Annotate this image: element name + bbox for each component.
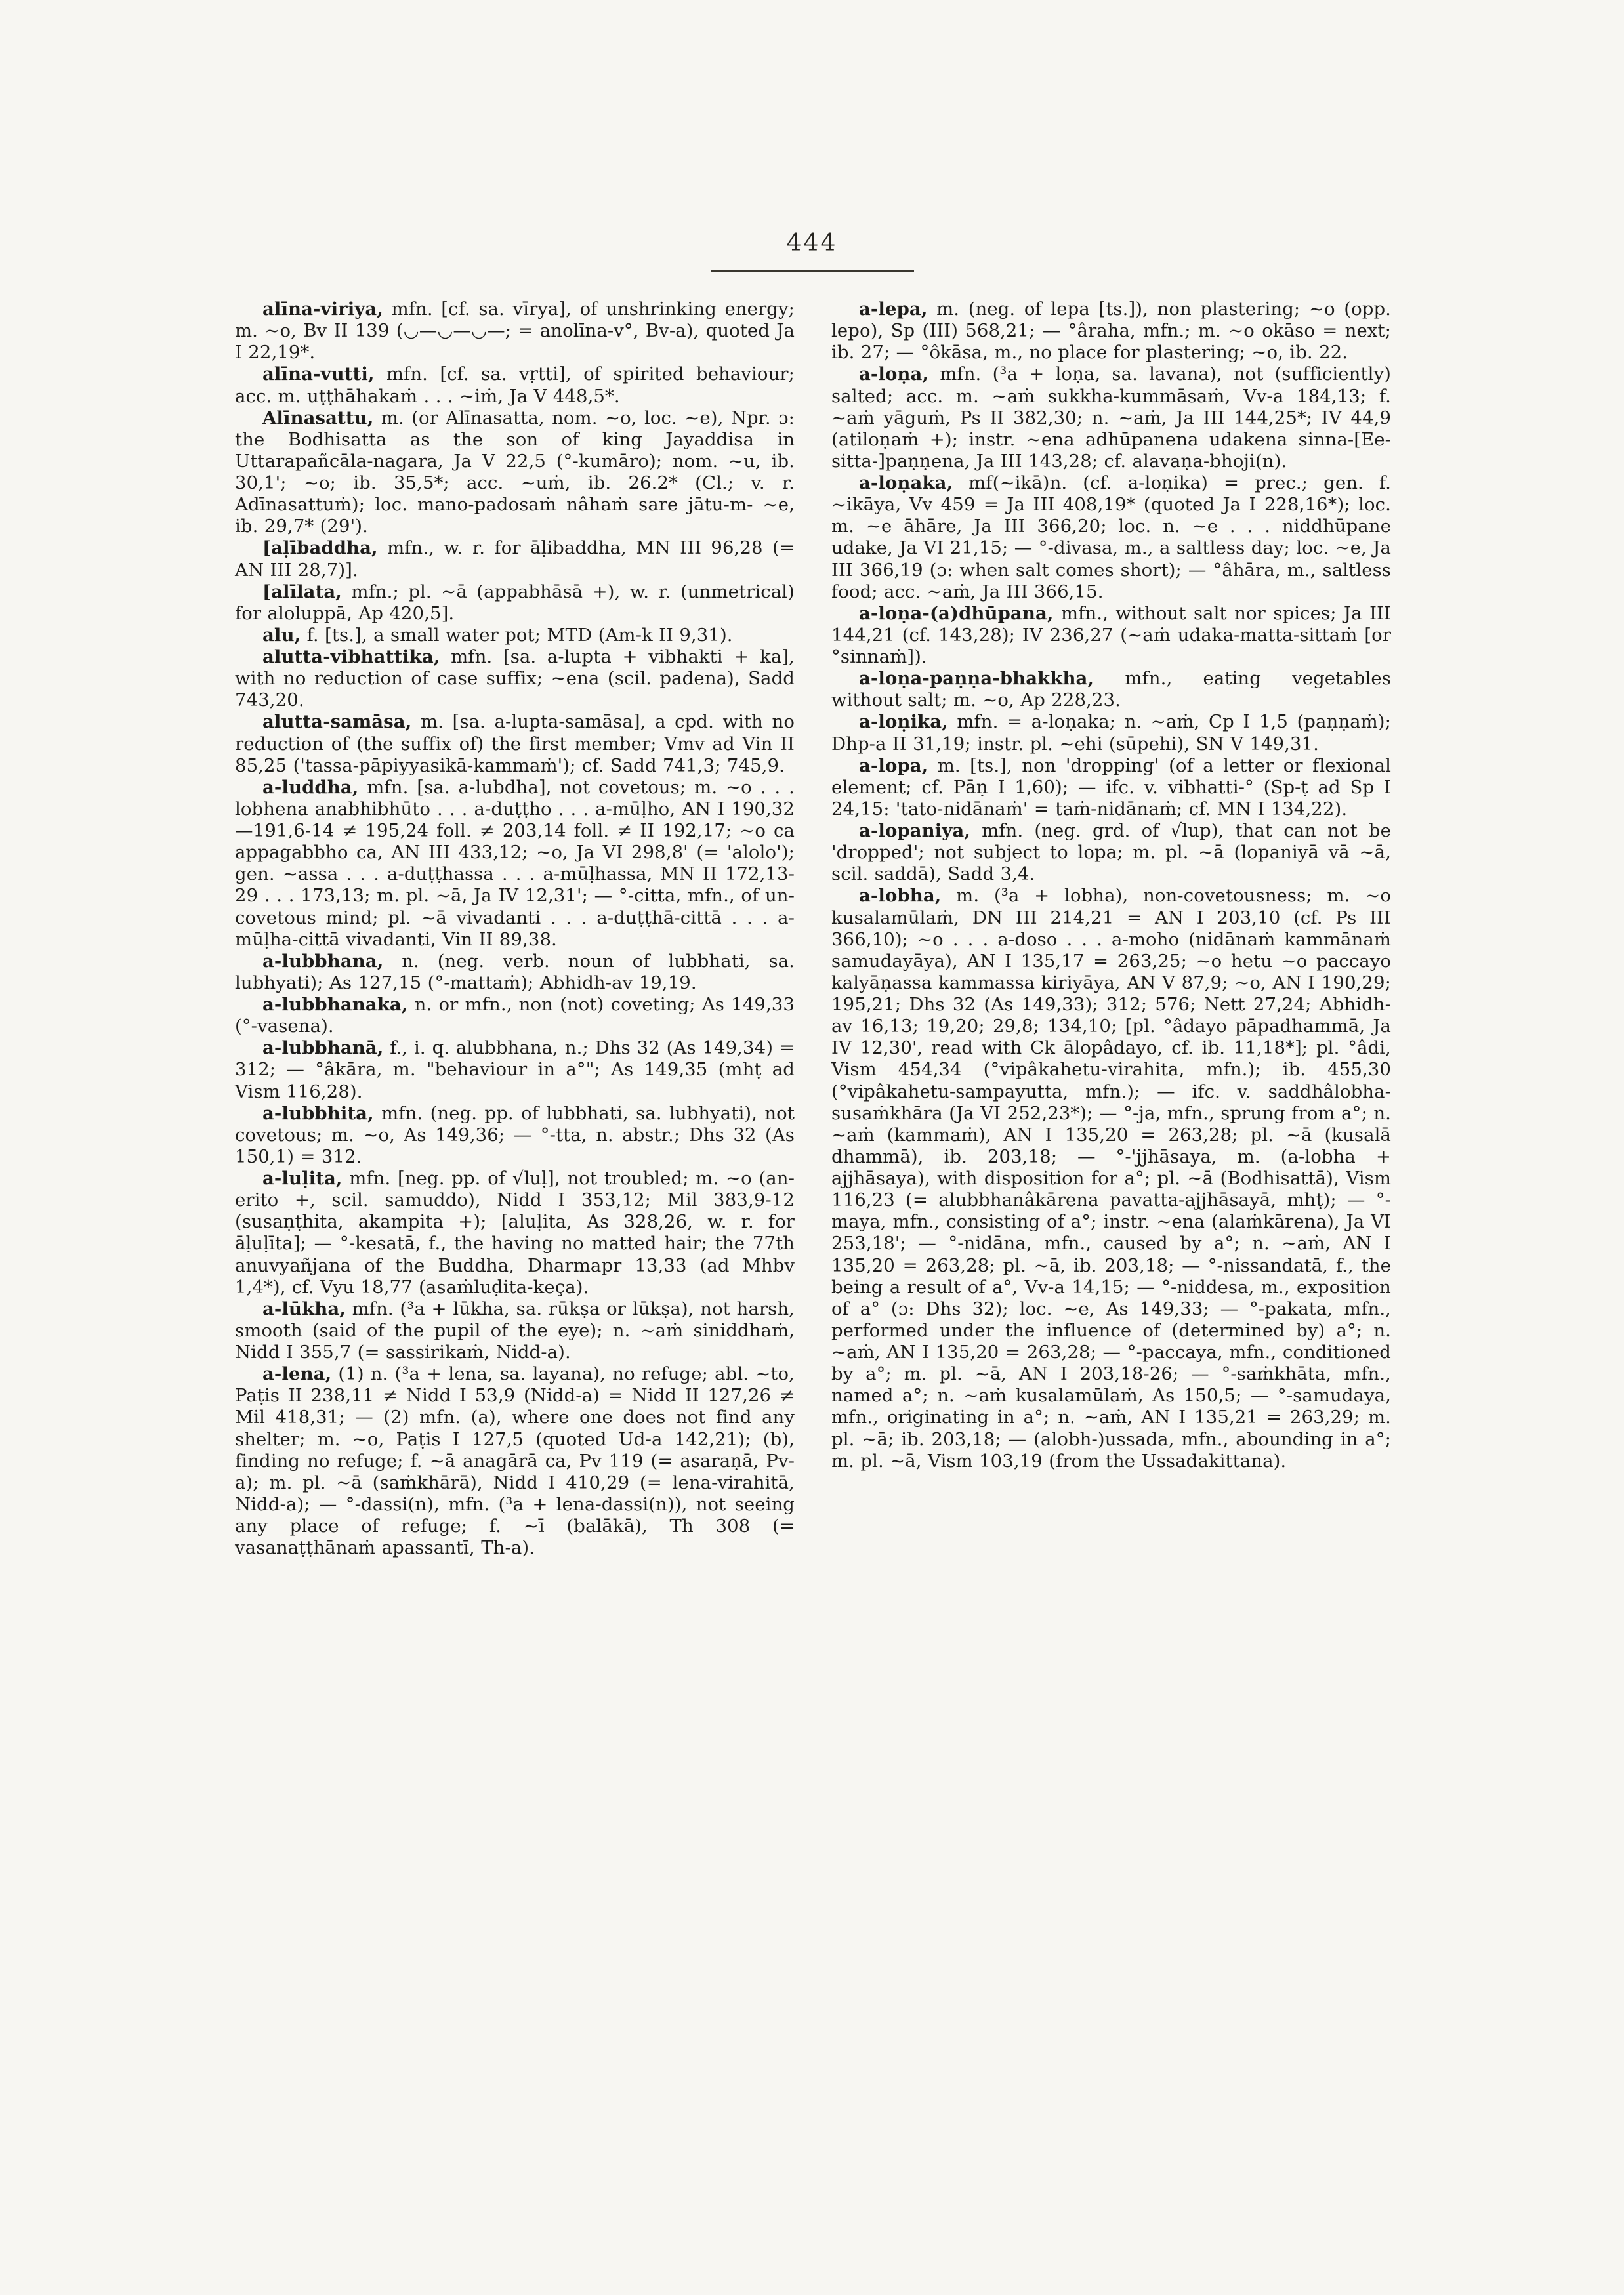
dictionary-entry: alutta-vibhattika, mfn. [sa. a-lupta + vibhakti + ka], with no reduction of case suffix; ~ena (scil. padena), Sadd 743,20. bbox=[235, 646, 795, 711]
dictionary-entry: a-lopaniya, mfn. (neg. grd. of √lup), that can not be 'dropped'; not subject to lopa; m. pl. ~ā (lopaniyā vā ~ā, scil. saddā), Sadd 3,4. bbox=[831, 820, 1391, 885]
entry-headword: a-lūkha, bbox=[262, 1298, 346, 1319]
left-column bbox=[235, 299, 795, 1559]
entry-headword: a-lopa, bbox=[859, 755, 928, 776]
entry-headword: a-loṇika, bbox=[859, 711, 948, 733]
dictionary-entry: alīna-viriya, mfn. [cf. sa. vīrya], of unshrinking energy; m. ~o, Bv II 139 (◡—◡—◡—; = anolīna-v°, Bv-a), quoted Ja I 22,19*. bbox=[235, 299, 795, 363]
right-column bbox=[831, 299, 1391, 1559]
entry-headword: a-luddha, bbox=[262, 776, 359, 798]
dictionary-entry: Alīnasattu, m. (or Alīnasatta, nom. ~o, loc. ~e), Npr. ɔ: the Bodhisatta as the son of king Jayaddisa in Uttarapañcāla-nagara, Ja V 22,5 (°-kumāro); nom. ~u, ib. 30,1'; ~o; ib. 35,5*; acc. ~uṁ, ib. 26.2* (Cl.; v. r. Adīnasattuṁ); loc. mano-padosaṁ nâhaṁ sare jātu-m- ~e, ib. 29,7* (29'). bbox=[235, 407, 795, 537]
entry-headword: [alīlata, bbox=[262, 581, 342, 602]
dictionary-entry: a-lobha, m. (³a + lobha), non-covetousness; m. ~o kusalamūlaṁ, DN III 214,21 = AN I 203,10 (cf. Ps III 366,10); ~o . . . a-doso . . . a-moho (nidānaṁ kammānaṁ samudayāya), AN I 135,17 = 263,25; ~o hetu ~o paccayo kalyāṇassa kammassa kiriyāya, AN V 87,9; ~o, AN I 190,29; 195,21; Dhs 32 (As 149,33); 312; 576; Nett 27,24; Abhidh-av 16,13; 19,20; 29,8; 134,10; [pl. °âdayo pāpadhammā, Ja IV 12,30', read with Ck ālopâdayo, cf. ib. 11,18*]; pl. °âdi, Vism 454,34 (°vipâkahetu-virahita, mfn.); ib. 455,30 (°vipâkahetu-sampayutta, mfn.); — ifc. v. saddhâlobha-susaṁkhāra (Ja VI 252,23*); — °-ja, mfn., sprung from a°; n. ~aṁ (kammaṁ), AN I 135,20 = 263,28; pl. ~ā (kusalā dhammā), ib. 203,18; — °-'jjhāsaya, m. (a-lobha + ajjhāsaya), with disposition for a°; pl. ~ā (Bodhisattā), Vism 116,23 (= alubbhanâkārena pavatta-ajjhāsayā, mhṭ); — °-maya, mfn., consisting of a°; instr. ~ena (alaṁkārena), Ja VI 253,18'; — °-nidāna, mfn., caused by a°; n. ~aṁ, AN I 135,20 = 263,28; pl. ~ā, ib. 203,18; — °-nissandatā, f., the being a result of a°, Vv-a 14,15; — °-niddesa, m., exposition of a° (ɔ: Dhs 32); loc. ~e, As 149,33; — °-pakata, mfn., performed under the influence of (determined by) a°; n. ~aṁ, AN I 135,20 = 263,28; — °-paccaya, mfn., conditioned by a°; m. pl. ~ā, AN I 203,18-26; — °-saṁkhāta, mfn., named a°; n. ~aṁ kusalamūlaṁ, As 150,5; — °-samudaya, mfn., originating in a°; n. ~aṁ, AN I 135,21 = 263,29; m. pl. ~ā; ib. 203,18; — (alobh-)ussada, mfn., abounding in a°; m. pl. ~ā, Vism 103,19 (from the Ussadakittana). bbox=[831, 885, 1391, 1472]
entry-headword: Alīnasattu, bbox=[262, 407, 374, 428]
text-columns bbox=[235, 299, 1391, 1559]
dictionary-entry: a-luddha, mfn. [sa. a-lubdha], not covetous; m. ~o . . . lobhena anabhibhūto . . . a-duṭṭho . . . a-mūḷho, AN I 190,32—191,6-14 ≠ 195,24 foll. ≠ 203,14 foll. ≠ II 192,17; ~o ca appagabbho ca, AN III 433,12; ~o, Ja VI 298,8' (= 'alolo'); gen. ~assa . . . a-duṭṭhassa . . . a-mūḷhassa, MN II 172,13-29 . . . 173,13; m. pl. ~ā, Ja IV 12,31'; — °-citta, mfn., of un-covetous mind; pl. ~ā vivadanti . . . a-duṭṭhā-cittā . . . a-mūḷha-cittā vivadanti, Vin II 89,38. bbox=[235, 776, 795, 950]
dictionary-entry: a-loṇaka, mf(~ikā)n. (cf. a-loṇika) = prec.; gen. f. ~ikāya, Vv 459 = Ja III 408,19* (quoted Ja I 228,16*); loc. m. ~e āhāre, Ja III 366,20; loc. n. ~e . . . niddhūpane udake, Ja VI 21,15; — °-divasa, m., a saltless day; loc. ~e, Ja III 366,19 (ɔ: when salt comes short); — °âhāra, m., saltless food; acc. ~aṁ, Ja III 366,15. bbox=[831, 472, 1391, 602]
dictionary-entry: a-lubbhita, mfn. (neg. pp. of lubbhati, sa. lubhyati), not covetous; m. ~o, As 149,36; — °-tta, n. abstr.; Dhs 32 (As 150,1) = 312. bbox=[235, 1102, 795, 1167]
dictionary-entry: a-lepa, m. (neg. of lepa [ts.]), non plastering; ~o (opp. lepo), Sp (III) 568,21; — °âraha, mfn.; m. ~o okāso = next; ib. 27; — °ôkāsa, m., no place for plastering; ~o, ib. 22. bbox=[831, 299, 1391, 363]
entry-headword: alīna-vutti, bbox=[262, 363, 375, 385]
entry-headword: a-lena, bbox=[262, 1363, 332, 1385]
entry-headword: a-luḷita, bbox=[262, 1168, 343, 1189]
dictionary-entry: a-lubbhanaka, n. or mfn., non (not) coveting; As 149,33 (°-vasena). bbox=[235, 994, 795, 1037]
entry-headword: a-lobha, bbox=[859, 885, 942, 907]
dictionary-entry: a-lena, (1) n. (³a + lena, sa. layana), no refuge; abl. ~to, Paṭis II 238,11 ≠ Nidd I 53,9 (Nidd-a) = Nidd II 127,26 ≠ Mil 418,31; — (2) mfn. (a), where one does not find any shelter; m. ~o, Paṭis I 127,5 (quoted Ud-a 142,21); (b), finding no refuge; f. ~ā anagārā ca, Pv 119 (= asaraṇā, Pv-a); m. pl. ~ā (saṁkhārā), Nidd I 410,29 (= lena-virahitā, Nidd-a); — °-dassi(n), mfn. (³a + lena-dassi(n)), not seeing any place of refuge; f. ~ī (balākā), Th 308 (= vasanaṭṭhānaṁ apassantī, Th-a). bbox=[235, 1363, 795, 1559]
entry-headword: [aḷībaddha, bbox=[262, 537, 378, 559]
entry-headword: a-lopaniya, bbox=[859, 820, 970, 841]
entry-headword: a-lubbhita, bbox=[262, 1102, 374, 1124]
entry-headword: alutta-vibhattika, bbox=[262, 646, 440, 667]
entry-headword: alīna-viriya, bbox=[262, 299, 383, 320]
dictionary-entry: alīna-vutti, mfn. [cf. sa. vṛtti], of spirited behaviour; acc. m. uṭṭhāhakaṁ . . . ~iṁ, Ja V 448,5*. bbox=[235, 363, 795, 407]
entry-headword: a-lubbhanaka, bbox=[262, 994, 408, 1015]
entry-headword: a-lubbhana, bbox=[262, 950, 384, 972]
dictionary-entry: a-loṇa-paṇṇa-bhakkha, mfn., eating vegetables without salt; m. ~o, Ap 228,23. bbox=[831, 668, 1391, 711]
header-rule bbox=[711, 270, 914, 272]
entry-headword: a-loṇa, bbox=[859, 363, 929, 385]
entry-headword: alutta-samāsa, bbox=[262, 711, 412, 733]
dictionary-entry: a-lubbhanā, f., i. q. alubbhana, n.; Dhs 32 (As 149,34) = 312; — °âkāra, m. "behaviour in a°"; As 149,35 (mhṭ ad Vism 116,28). bbox=[235, 1037, 795, 1102]
dictionary-entry: a-loṇa, mfn. (³a + loṇa, sa. lavana), not (sufficiently) salted; acc. m. ~aṁ sukkha-kummāsaṁ, Vv-a 184,13; f. ~aṁ yāguṁ, Ps II 382,30; n. ~aṁ, Ja III 144,25*; IV 44,9 (atiloṇaṁ +); instr. ~ena adhūpanena udakena sinna-[Ee-sitta-]paṇṇena, Ja III 143,28; cf. alavaṇa-bhoji(n). bbox=[831, 363, 1391, 472]
dictionary-entry: a-luḷita, mfn. [neg. pp. of √luḷ], not troubled; m. ~o (an-erito +, scil. samuddo), Nidd I 353,12; Mil 383,9-12 (susaṇṭhita, akampita +); [aluḷita, As 328,26, w. r. for āḷuḷīta]; — °-kesatā, f., the having no matted hair; the 77th anuvyañjana of the Buddha, Dharmapr 13,33 (ad Mhbv 1,4*), cf. Vyu 18,77 (asaṁluḍita-keça). bbox=[235, 1168, 795, 1298]
entry-headword: a-loṇaka, bbox=[859, 472, 953, 493]
dictionary-entry: a-loṇa-(a)dhūpana, mfn., without salt nor spices; Ja III 144,21 (cf. 143,28); IV 236,27 (~aṁ udaka-matta-sittaṁ [or °sinnaṁ]). bbox=[831, 602, 1391, 667]
entry-headword: a-loṇa-paṇṇa-bhakkha, bbox=[859, 668, 1094, 690]
entry-headword: a-lepa, bbox=[859, 299, 928, 320]
dictionary-entry: a-lūkha, mfn. (³a + lūkha, sa. rūkṣa or lūkṣa), not harsh, smooth (said of the pupil of the eye); n. ~aṁ siniddhaṁ, Nidd I 355,7 (= sassirikaṁ, Nidd-a). bbox=[235, 1298, 795, 1363]
dictionary-entry: [aḷībaddha, mfn., w. r. for āḷibaddha, MN III 96,28 (= AN III 28,7)]. bbox=[235, 537, 795, 581]
entry-headword: alu, bbox=[262, 624, 301, 646]
entry-headword: a-loṇa-(a)dhūpana, bbox=[859, 602, 1054, 624]
dictionary-entry: a-lubbhana, n. (neg. verb. noun of lubbhati, sa. lubhyati); As 127,15 (°-mattaṁ); Abhidh-av 19,19. bbox=[235, 950, 795, 993]
dictionary-entry: a-lopa, m. [ts.], non 'dropping' (of a letter or flexional element; cf. Pāṇ I 1,60); — ifc. v. vibhatti-° (Sp-ṭ ad Sp I 24,15: 'tato-nidānaṁ' = taṁ-nidānaṁ; cf. MN I 134,22). bbox=[831, 755, 1391, 819]
dictionary-entry: alu, f. [ts.], a small water pot; MTD (Am-k II 9,31). bbox=[262, 624, 733, 646]
page-number: 444 bbox=[786, 230, 838, 257]
dictionary-entry: a-loṇika, mfn. = a-loṇaka; n. ~aṁ, Cp I 1,5 (paṇṇaṁ); Dhp-a II 31,19; instr. pl. ~ehi (sūpehi), SN V 149,31. bbox=[831, 711, 1391, 755]
entry-headword: a-lubbhanā, bbox=[262, 1037, 384, 1059]
dictionary-entry: [alīlata, mfn.; pl. ~ā (appabhāsā +), w. r. (unmetrical) for aloluppā, Ap 420,5]. bbox=[235, 581, 795, 624]
dictionary-entry: alutta-samāsa, m. [sa. a-lupta-samāsa], a cpd. with no reduction of (the suffix of) the first member; Vmv ad Vin II 85,25 ('tassa-pāpiyyasikā-kammaṁ'); cf. Sadd 741,3; 745,9. bbox=[235, 711, 795, 776]
